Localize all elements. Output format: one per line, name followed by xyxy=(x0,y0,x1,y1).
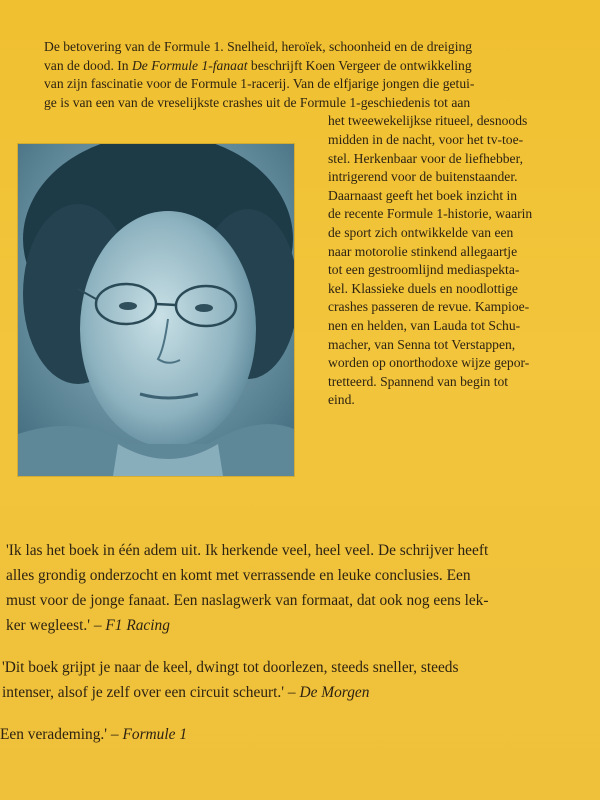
quote-line: ker wegleest.' – F1 Racing xyxy=(6,617,170,634)
blurb-line: de sport zich ontwikkelde van een xyxy=(328,224,514,240)
blurb-line: eind. xyxy=(328,392,355,408)
blurb-line: intrigerend voor de buitenstaander. xyxy=(328,169,518,185)
press-quote xyxy=(0,538,600,638)
press-quote xyxy=(0,722,600,747)
blurb-line: nen en helden, van Lauda tot Schu- xyxy=(328,317,521,333)
blurb-line: worden op onorthodoxe wijze gepor- xyxy=(328,355,530,371)
press-quotes xyxy=(0,538,600,764)
blurb-line: van zijn fascinatie voor de Formule 1-racerij. Van de elfjarige jongen die getui- xyxy=(44,76,475,92)
quote-line: Een verademing.' – Formule 1 xyxy=(0,726,188,743)
book-title: De Formule 1-fanaat xyxy=(131,57,248,73)
quote-line: intenser, alsof je zelf over een circuit scheurt.' – De Morgen xyxy=(2,684,370,701)
blurb-line: tot een gestroomlijnd mediaspekta- xyxy=(328,262,520,278)
blurb-line: Daarnaast geeft het boek inzicht in xyxy=(328,187,518,203)
blurb-line: kel. Klassieke duels en noodlottige xyxy=(328,280,518,296)
quote-line: 'Dit boek grijpt je naar de keel, dwingt tot doorlezen, steeds sneller, steeds xyxy=(2,659,459,676)
blurb-line: stel. Herkenbaar voor de liefhebber, xyxy=(328,150,523,166)
blurb-line: naar motorolie stinkend allegaartje xyxy=(328,243,518,259)
blurb-line: De betovering van de Formule 1. Snelheid, heroïek, schoonheid en de dreiging xyxy=(44,39,473,54)
press-quote xyxy=(0,655,600,705)
blurb-line: ge is van een van de vreselijkste crashes uit de Formule 1-geschiedenis tot aan xyxy=(44,94,471,110)
blurb-line: van de dood. In De Formule 1-fanaat beschrijft Koen Vergeer de ontwikkeling xyxy=(44,57,472,73)
author-portrait-image xyxy=(18,144,294,476)
author-photo xyxy=(18,144,294,476)
quote-line: 'Ik las het boek in één adem uit. Ik herkende veel, heel veel. De schrijver heeft xyxy=(6,542,489,559)
blurb-line: midden in de nacht, voor het tv-toe- xyxy=(328,131,524,147)
blurb-line: het tweewekelijkse ritueel, desnoods xyxy=(328,113,528,129)
blurb-line: crashes passeren de revue. Kampioe- xyxy=(328,299,530,315)
blurb-line: tretteerd. Spannend van begin tot xyxy=(328,373,509,389)
blurb-line: de recente Formule 1-historie, waarin xyxy=(328,206,533,222)
quote-source: De Morgen xyxy=(299,684,370,701)
quote-line: must voor de jonge fanaat. Een naslagwerk van formaat, dat ook nog eens lek- xyxy=(6,592,489,609)
quote-source: Formule 1 xyxy=(122,726,188,743)
quote-line: alles grondig onderzocht en komt met verrassende en leuke conclusies. Een xyxy=(6,567,471,584)
blurb-line: macher, van Senna tot Verstappen, xyxy=(328,336,516,352)
quote-source: F1 Racing xyxy=(105,617,170,634)
